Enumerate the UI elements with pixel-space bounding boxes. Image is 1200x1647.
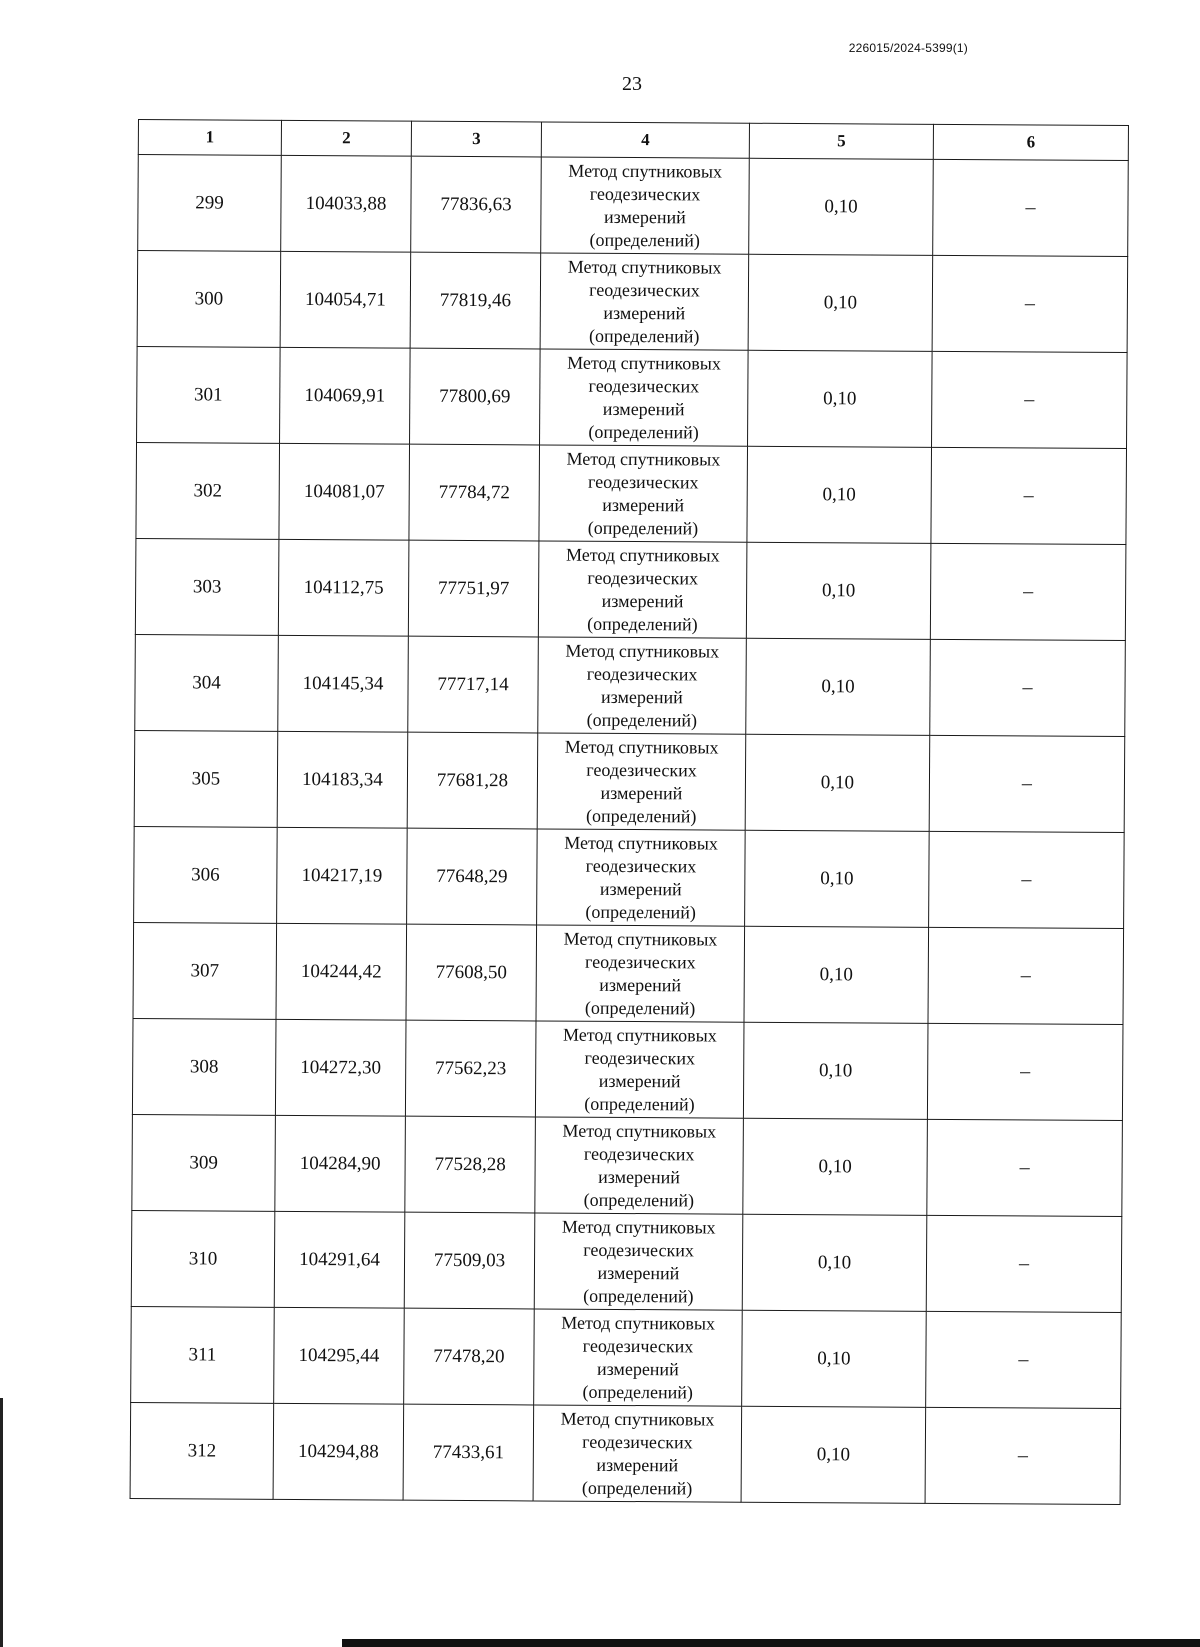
method-line: измерений bbox=[598, 1166, 680, 1188]
point-number-cell: 304 bbox=[135, 634, 279, 731]
x-coordinate-cell: 104291,64 bbox=[274, 1211, 405, 1308]
method-line: Метод спутниковых bbox=[561, 1312, 716, 1334]
method-line: Метод спутниковых bbox=[568, 160, 723, 182]
method-text bbox=[538, 1311, 739, 1404]
x-coordinate-cell: 104244,42 bbox=[276, 923, 407, 1020]
table-row bbox=[137, 346, 1128, 448]
method-line: геодезических bbox=[585, 855, 697, 877]
y-coordinate-cell: 77836,63 bbox=[411, 156, 542, 253]
point-number-cell: 306 bbox=[134, 826, 278, 923]
method-line: геодезических bbox=[586, 663, 698, 685]
accuracy-cell: 0,10 bbox=[742, 1310, 927, 1407]
page-number: 23 bbox=[622, 73, 642, 95]
y-coordinate-cell: 77528,28 bbox=[405, 1116, 536, 1213]
method-line: измерений bbox=[599, 878, 682, 900]
method-line: (определений) bbox=[587, 613, 698, 635]
table-row bbox=[138, 155, 1129, 257]
table-row bbox=[136, 442, 1127, 544]
method-line: (определений) bbox=[584, 997, 696, 1019]
method-line: Метод спутниковых bbox=[562, 1024, 717, 1046]
method-line: измерений bbox=[601, 590, 684, 612]
note-cell: – bbox=[930, 639, 1126, 736]
method-line: Метод спутниковых bbox=[564, 736, 719, 758]
method-line: (определений) bbox=[585, 805, 697, 827]
accuracy-cell: 0,10 bbox=[746, 542, 931, 639]
method-line: геодезических bbox=[588, 375, 700, 397]
note-cell: – bbox=[930, 543, 1126, 640]
x-coordinate-cell: 104033,88 bbox=[281, 155, 412, 252]
method-line: геодезических bbox=[585, 951, 696, 973]
accuracy-cell: 0,10 bbox=[742, 1214, 927, 1311]
method-line: измерений bbox=[597, 1262, 680, 1284]
method-cell bbox=[535, 1021, 744, 1118]
method-text bbox=[541, 735, 742, 828]
point-number-cell: 302 bbox=[136, 442, 280, 539]
method-cell bbox=[533, 1405, 742, 1502]
table-row bbox=[137, 251, 1128, 353]
table-row bbox=[134, 826, 1125, 928]
method-line: измерений bbox=[596, 1454, 679, 1476]
method-line: (определений) bbox=[584, 1093, 695, 1115]
table-row bbox=[131, 1306, 1122, 1408]
accuracy-cell: 0,10 bbox=[741, 1406, 926, 1503]
method-line: геодезических bbox=[583, 1143, 695, 1165]
method-line: (определений) bbox=[588, 421, 699, 443]
column-header-1: 1 bbox=[138, 120, 281, 156]
method-line: измерений bbox=[598, 1070, 681, 1092]
x-coordinate-cell: 104112,75 bbox=[278, 539, 409, 636]
method-line: Метод спутниковых bbox=[567, 352, 721, 374]
accuracy-cell: 0,10 bbox=[744, 926, 929, 1023]
method-line: (определений) bbox=[586, 709, 698, 731]
method-line: (определений) bbox=[582, 1381, 693, 1403]
method-line: геодезических bbox=[589, 183, 701, 205]
column-header-2: 2 bbox=[281, 120, 411, 156]
note-cell: – bbox=[932, 255, 1128, 352]
accuracy-cell: 0,10 bbox=[748, 350, 933, 447]
method-cell bbox=[537, 733, 746, 830]
note-cell: – bbox=[927, 1119, 1123, 1216]
method-line: измерений bbox=[596, 1358, 679, 1380]
y-coordinate-cell: 77433,61 bbox=[403, 1404, 534, 1501]
method-text bbox=[539, 1119, 740, 1212]
method-text bbox=[538, 1215, 739, 1308]
accuracy-cell: 0,10 bbox=[743, 1022, 928, 1119]
method-line: измерений bbox=[601, 686, 683, 708]
point-number-cell: 308 bbox=[132, 1018, 276, 1115]
y-coordinate-cell: 77608,50 bbox=[406, 924, 537, 1021]
method-text bbox=[543, 447, 744, 540]
method-line: (определений) bbox=[589, 229, 701, 251]
method-line: геодезических bbox=[584, 1047, 696, 1069]
method-text bbox=[542, 639, 743, 732]
document-number: 226015/2024-5399(1) bbox=[848, 41, 968, 55]
table-row bbox=[132, 1018, 1123, 1120]
method-line: геодезических bbox=[582, 1431, 693, 1453]
note-cell: – bbox=[929, 735, 1125, 832]
method-line: геодезических bbox=[587, 471, 699, 493]
y-coordinate-cell: 77800,69 bbox=[410, 348, 541, 445]
point-number-cell: 299 bbox=[138, 155, 282, 252]
x-coordinate-cell: 104294,88 bbox=[273, 1403, 404, 1500]
method-line: измерений bbox=[602, 494, 685, 516]
method-line: измерений bbox=[599, 974, 682, 996]
method-line: геодезических bbox=[587, 567, 699, 589]
method-line: (определений) bbox=[587, 517, 699, 539]
note-cell: – bbox=[926, 1215, 1122, 1312]
accuracy-cell: 0,10 bbox=[749, 158, 934, 255]
y-coordinate-cell: 77751,97 bbox=[408, 540, 539, 637]
column-header-6: 6 bbox=[933, 124, 1128, 160]
method-line: Метод спутниковых bbox=[561, 1216, 716, 1238]
point-number-cell: 311 bbox=[131, 1306, 275, 1403]
x-coordinate-cell: 104054,71 bbox=[280, 251, 411, 348]
x-coordinate-cell: 104217,19 bbox=[277, 827, 408, 924]
coordinates-table-wrapper bbox=[130, 119, 1128, 1505]
table-row bbox=[133, 922, 1124, 1024]
y-coordinate-cell: 77478,20 bbox=[404, 1308, 535, 1405]
table-row bbox=[130, 1402, 1121, 1504]
method-text bbox=[539, 1023, 740, 1116]
accuracy-cell: 0,10 bbox=[745, 734, 930, 831]
method-line: геодезических bbox=[582, 1335, 694, 1357]
method-line: Метод спутниковых bbox=[565, 544, 720, 566]
method-text bbox=[544, 255, 745, 348]
method-cell bbox=[535, 1117, 744, 1214]
method-cell bbox=[538, 637, 747, 734]
method-line: геодезических bbox=[583, 1239, 694, 1261]
method-text bbox=[545, 159, 746, 252]
y-coordinate-cell: 77509,03 bbox=[404, 1212, 535, 1309]
accuracy-cell: 0,10 bbox=[743, 1118, 928, 1215]
method-line: Метод спутниковых bbox=[563, 928, 718, 950]
table-row bbox=[132, 1114, 1123, 1216]
point-number-cell: 309 bbox=[132, 1114, 276, 1211]
x-coordinate-cell: 104183,34 bbox=[277, 731, 408, 828]
table-row bbox=[135, 538, 1126, 640]
method-line: геодезических bbox=[589, 279, 700, 301]
y-coordinate-cell: 77819,46 bbox=[410, 252, 541, 349]
table-row bbox=[134, 730, 1125, 832]
method-line: Метод спутниковых bbox=[564, 832, 718, 854]
note-cell: – bbox=[928, 927, 1124, 1024]
method-line: измерений bbox=[603, 206, 686, 228]
method-text bbox=[541, 831, 742, 924]
note-cell: – bbox=[932, 351, 1128, 448]
column-header-5: 5 bbox=[749, 123, 933, 159]
y-coordinate-cell: 77648,29 bbox=[407, 828, 538, 925]
y-coordinate-cell: 77717,14 bbox=[408, 636, 539, 733]
method-line: геодезических bbox=[586, 759, 697, 781]
note-cell: – bbox=[931, 447, 1127, 544]
method-cell bbox=[534, 1213, 743, 1310]
method-text bbox=[540, 927, 741, 1020]
method-line: (определений) bbox=[581, 1477, 693, 1499]
x-coordinate-cell: 104081,07 bbox=[279, 443, 410, 540]
method-line: (определений) bbox=[585, 901, 696, 923]
method-cell bbox=[541, 157, 750, 254]
method-text bbox=[537, 1407, 738, 1500]
point-number-cell: 303 bbox=[135, 538, 279, 635]
method-cell bbox=[536, 925, 745, 1022]
table-header-row bbox=[138, 120, 1128, 161]
point-number-cell: 310 bbox=[131, 1210, 275, 1307]
note-cell: – bbox=[929, 831, 1125, 928]
method-line: (определений) bbox=[583, 1285, 694, 1307]
accuracy-cell: 0,10 bbox=[745, 830, 930, 927]
table-row bbox=[135, 634, 1126, 736]
x-coordinate-cell: 104272,30 bbox=[275, 1019, 406, 1116]
method-cell bbox=[540, 349, 749, 446]
y-coordinate-cell: 77784,72 bbox=[409, 444, 540, 541]
method-line: измерений bbox=[603, 302, 686, 324]
column-header-3: 3 bbox=[411, 121, 541, 157]
accuracy-cell: 0,10 bbox=[748, 254, 933, 351]
method-line: Метод спутниковых bbox=[562, 1120, 717, 1142]
method-line: Метод спутниковых bbox=[560, 1408, 715, 1430]
accuracy-cell: 0,10 bbox=[747, 446, 932, 543]
point-number-cell: 312 bbox=[130, 1402, 274, 1499]
scan-edge-mark bbox=[0, 1398, 3, 1647]
method-text bbox=[544, 351, 745, 444]
point-number-cell: 300 bbox=[137, 251, 281, 348]
method-cell bbox=[539, 445, 748, 542]
method-line: измерений bbox=[600, 782, 683, 804]
x-coordinate-cell: 104295,44 bbox=[274, 1307, 405, 1404]
note-cell: – bbox=[927, 1023, 1123, 1120]
x-coordinate-cell: 104284,90 bbox=[275, 1115, 406, 1212]
note-cell: – bbox=[926, 1311, 1122, 1408]
note-cell: – bbox=[925, 1407, 1121, 1504]
x-coordinate-cell: 104145,34 bbox=[278, 635, 409, 732]
method-text bbox=[542, 543, 743, 636]
scan-bottom-bar bbox=[342, 1639, 1200, 1647]
y-coordinate-cell: 77562,23 bbox=[405, 1020, 536, 1117]
method-line: Метод спутниковых bbox=[565, 640, 720, 662]
method-cell bbox=[540, 253, 749, 350]
method-line: Метод спутниковых bbox=[566, 448, 721, 470]
method-line: (определений) bbox=[588, 325, 700, 347]
note-cell: – bbox=[933, 159, 1129, 256]
x-coordinate-cell: 104069,91 bbox=[280, 347, 411, 444]
method-line: Метод спутниковых bbox=[567, 256, 722, 278]
point-number-cell: 301 bbox=[137, 346, 281, 443]
y-coordinate-cell: 77681,28 bbox=[407, 732, 538, 829]
method-cell bbox=[538, 541, 747, 638]
method-line: измерений bbox=[602, 398, 685, 420]
point-number-cell: 305 bbox=[134, 730, 278, 827]
accuracy-cell: 0,10 bbox=[746, 638, 931, 735]
point-number-cell: 307 bbox=[133, 922, 277, 1019]
table-row bbox=[131, 1210, 1122, 1312]
table-body bbox=[130, 155, 1128, 1505]
column-header-4: 4 bbox=[541, 122, 749, 158]
coordinates-table bbox=[130, 119, 1129, 1505]
method-cell bbox=[537, 829, 746, 926]
method-line: (определений) bbox=[583, 1189, 695, 1211]
method-cell bbox=[534, 1309, 743, 1406]
